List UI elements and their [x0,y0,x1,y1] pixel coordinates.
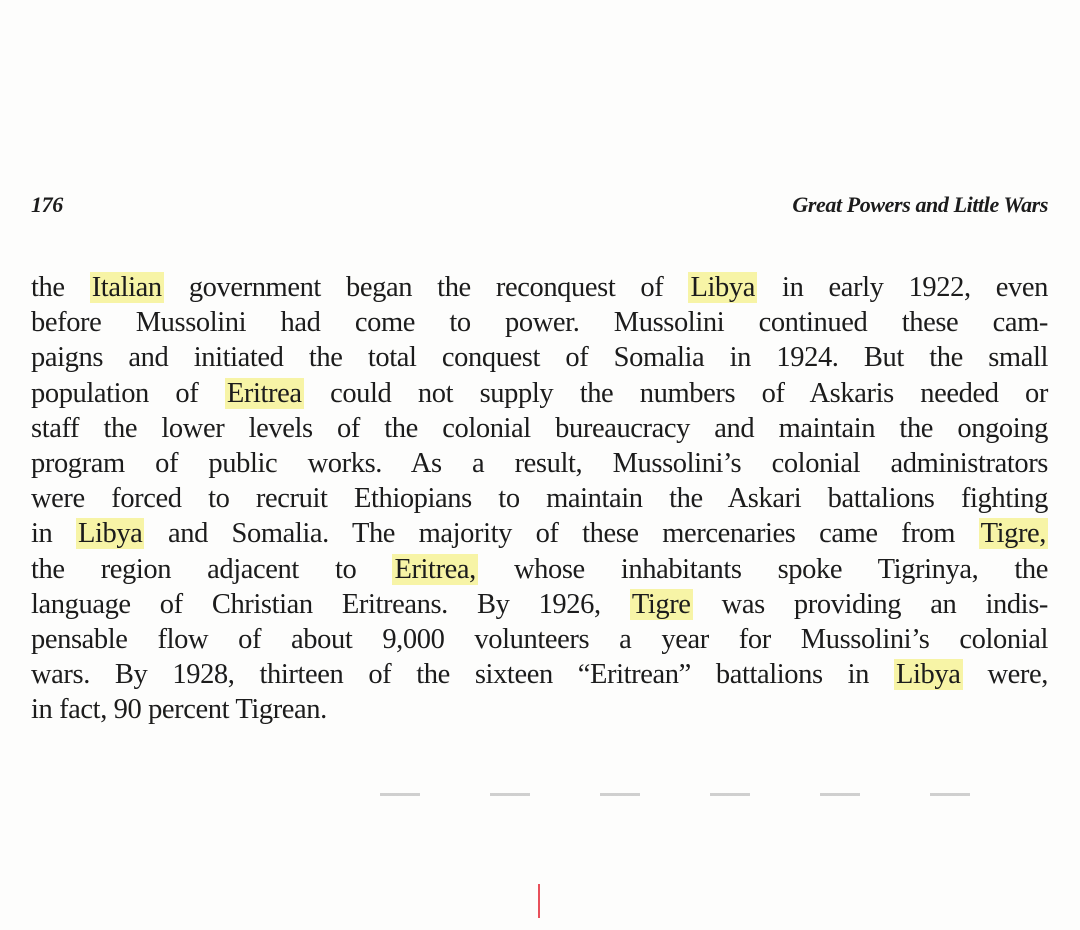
text-segment: staff the lower levels of the colonial bureaucracy and maintain the ongoing [31,412,1048,444]
text-segment: in [31,518,76,550]
highlighted-term: Libya [77,518,143,550]
text-line [31,411,1048,446]
text-segment: in fact, 90 percent Tigrean. [31,694,327,726]
text-line [31,622,1048,657]
highlighted-term: Tigre [631,588,691,620]
text-segment: the [31,272,90,303]
highlighted-term: Tigre, [980,518,1047,550]
text-segment: in early 1922, even [756,272,1048,303]
text-segment: and Somalia. The majority of these mercenaries came from [144,518,979,550]
text-line [31,692,1048,727]
text-line [31,481,1048,516]
text-line [31,270,1048,305]
text-line [31,340,1048,375]
text-line [31,516,1048,551]
text-segment: whose inhabitants spoke Tigrinya, the [477,553,1048,585]
text-segment: population of [31,377,225,409]
text-line [31,587,1048,622]
highlighted-term: Eritrea [226,377,302,409]
text-segment: before Mussolini had come to power. Mussolini continued these cam- [31,307,1048,339]
page-header [31,192,1048,226]
highlighted-term: Libya [690,272,755,303]
text-segment: could not supply the numbers of Askaris needed or [303,377,1049,409]
text-line [31,552,1048,587]
text-segment: program of public works. As a result, Mussolini’s colonial administrators [31,447,1048,479]
text-line [31,446,1048,481]
highlighted-term: Libya [896,659,961,691]
text-cursor-marker [538,884,540,918]
text-line [31,657,1048,692]
text-segment: were, [962,659,1048,691]
text-segment: language of Christian Eritreans. By 1926, [31,588,630,620]
text-segment: were forced to recruit Ethiopians to maintain the Askari battalions fighting [31,483,1048,515]
highlighted-term: Italian [91,272,162,303]
page-number: 176 [31,192,63,217]
text-segment: wars. By 1928, thirteen of the sixteen “Eritrean” battalions in [31,659,895,691]
text-segment: the region adjacent to [31,553,393,585]
text-segment: pensable flow of about 9,000 volunteers a year for Mussolini’s colonial [31,623,1048,655]
running-title: Great Powers and Little Wars [792,192,1048,217]
text-segment: was providing an indis- [692,588,1048,620]
text-segment: paigns and initiated the total conquest of Somalia in 1924. But the small [31,342,1048,374]
text-line [31,305,1048,340]
text-line [31,376,1048,411]
text-segment: government began the reconquest of [163,272,689,303]
next-line-bleed-through [380,793,1040,796]
body-paragraph [31,270,1048,727]
highlighted-term: Eritrea, [394,553,476,585]
